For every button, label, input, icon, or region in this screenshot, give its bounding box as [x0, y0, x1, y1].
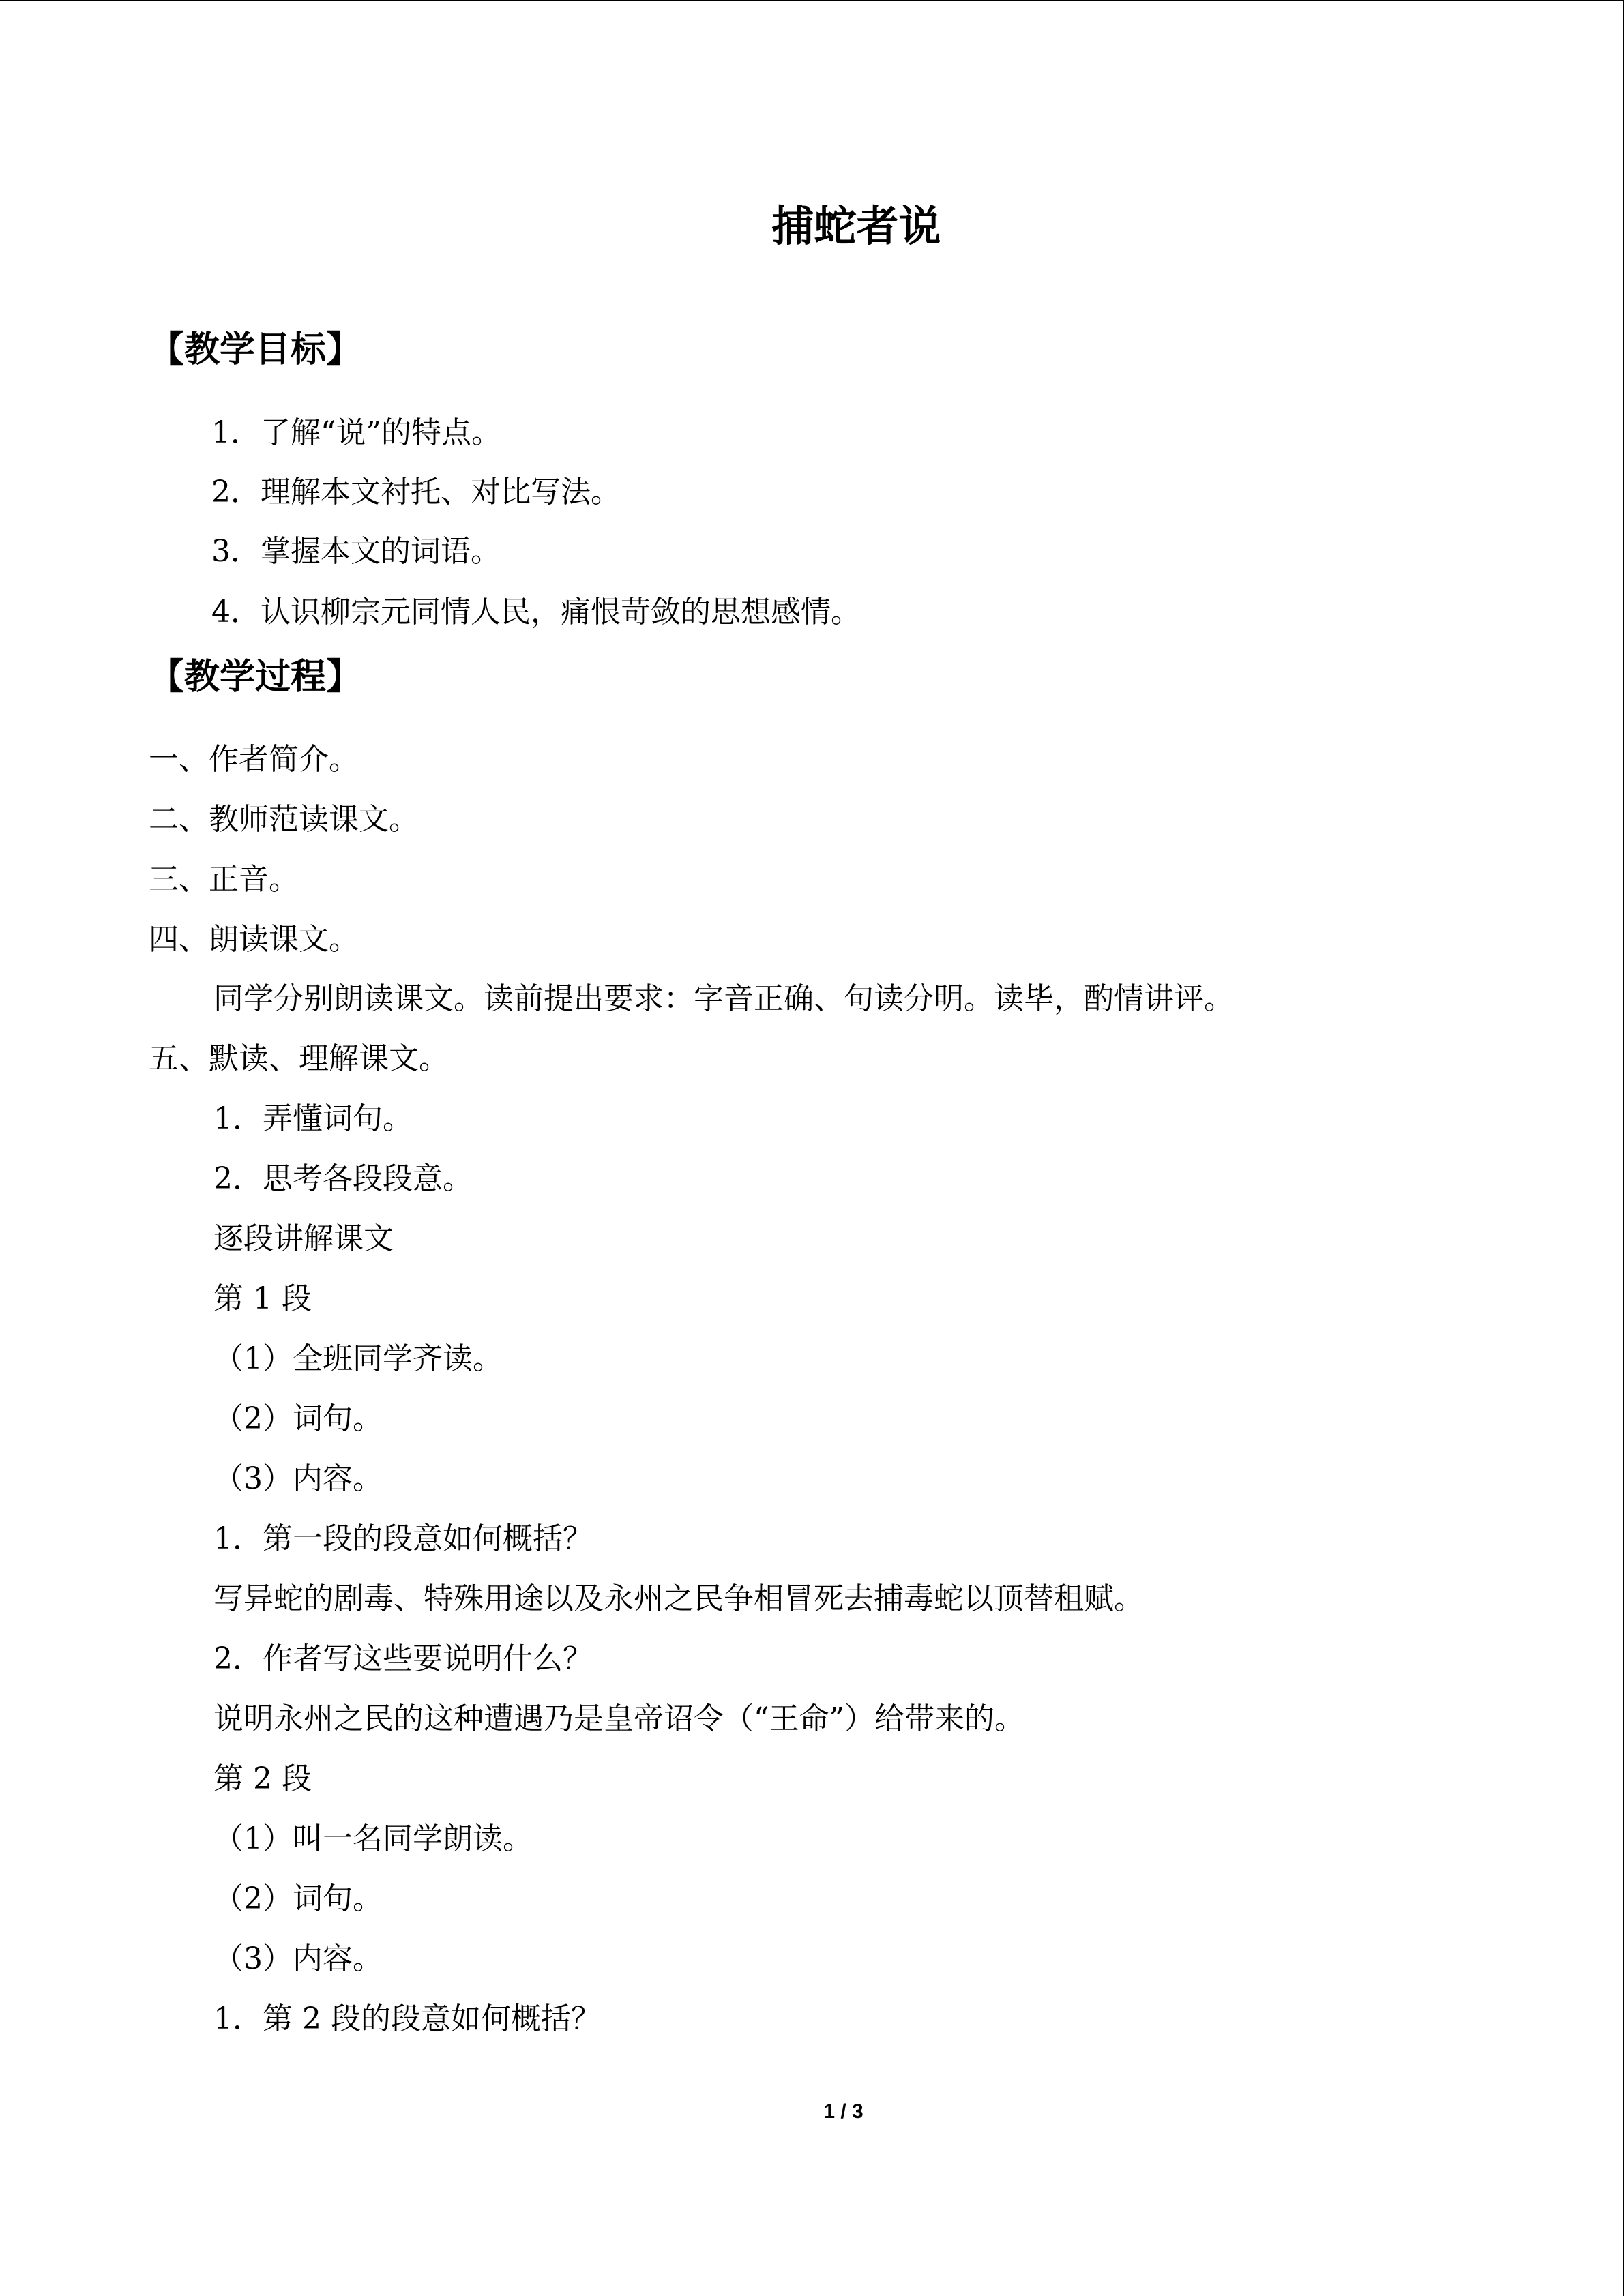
section-heading-objectives: 【教学目标】 [149, 329, 362, 370]
process-line: 一、作者简介。 [149, 742, 359, 777]
process-line: （3）内容。 [213, 1941, 383, 1976]
objective-item: 3．掌握本文的词语。 [211, 534, 501, 569]
process-line: 1．第一段的段意如何概括？ [213, 1521, 593, 1556]
objective-item: 2．理解本文衬托、对比写法。 [211, 475, 621, 509]
process-line: （2）词句。 [213, 1881, 383, 1916]
process-line: 第 1 段 [213, 1281, 312, 1316]
page-number: 1 / 3 [823, 2100, 863, 2123]
process-line: 2．作者写这些要说明什么？ [213, 1641, 593, 1676]
document-title: 捕蛇者说 [771, 201, 941, 251]
objective-item: 4．认识柳宗元同情人民，痛恨苛敛的思想感情。 [211, 595, 861, 629]
process-line: 说明永州之民的这种遭遇乃是皇帝诏令（“王命”）给带来的。 [213, 1701, 1024, 1736]
process-line: 第 2 段 [213, 1761, 312, 1796]
process-line: （2）词句。 [213, 1401, 383, 1436]
section-heading-process: 【教学过程】 [149, 657, 362, 698]
process-line: 二、教师范读课文。 [149, 802, 419, 837]
process-line: （1）全班同学齐读。 [213, 1341, 503, 1376]
process-line: 1．第 2 段的段意如何概括？ [213, 2001, 601, 2036]
process-line: 2．思考各段段意。 [213, 1161, 473, 1196]
objective-item: 1．了解“说”的特点。 [211, 415, 501, 450]
process-line: 三、正音。 [149, 862, 299, 897]
process-line: 1．弄懂词句。 [213, 1101, 413, 1136]
process-line: （3）内容。 [213, 1461, 383, 1496]
process-line: 同学分别朗读课文。读前提出要求：字音正确、句读分明。读毕，酌情讲评。 [213, 981, 1234, 1016]
process-line: 逐段讲解课文 [213, 1221, 394, 1256]
process-line: 五、默读、理解课文。 [149, 1041, 449, 1076]
process-line: 写异蛇的剧毒、特殊用途以及永州之民争相冒死去捕毒蛇以顶替租赋。 [213, 1581, 1144, 1616]
process-line: （1）叫一名同学朗读。 [213, 1821, 533, 1856]
process-line: 四、朗读课文。 [149, 922, 359, 957]
